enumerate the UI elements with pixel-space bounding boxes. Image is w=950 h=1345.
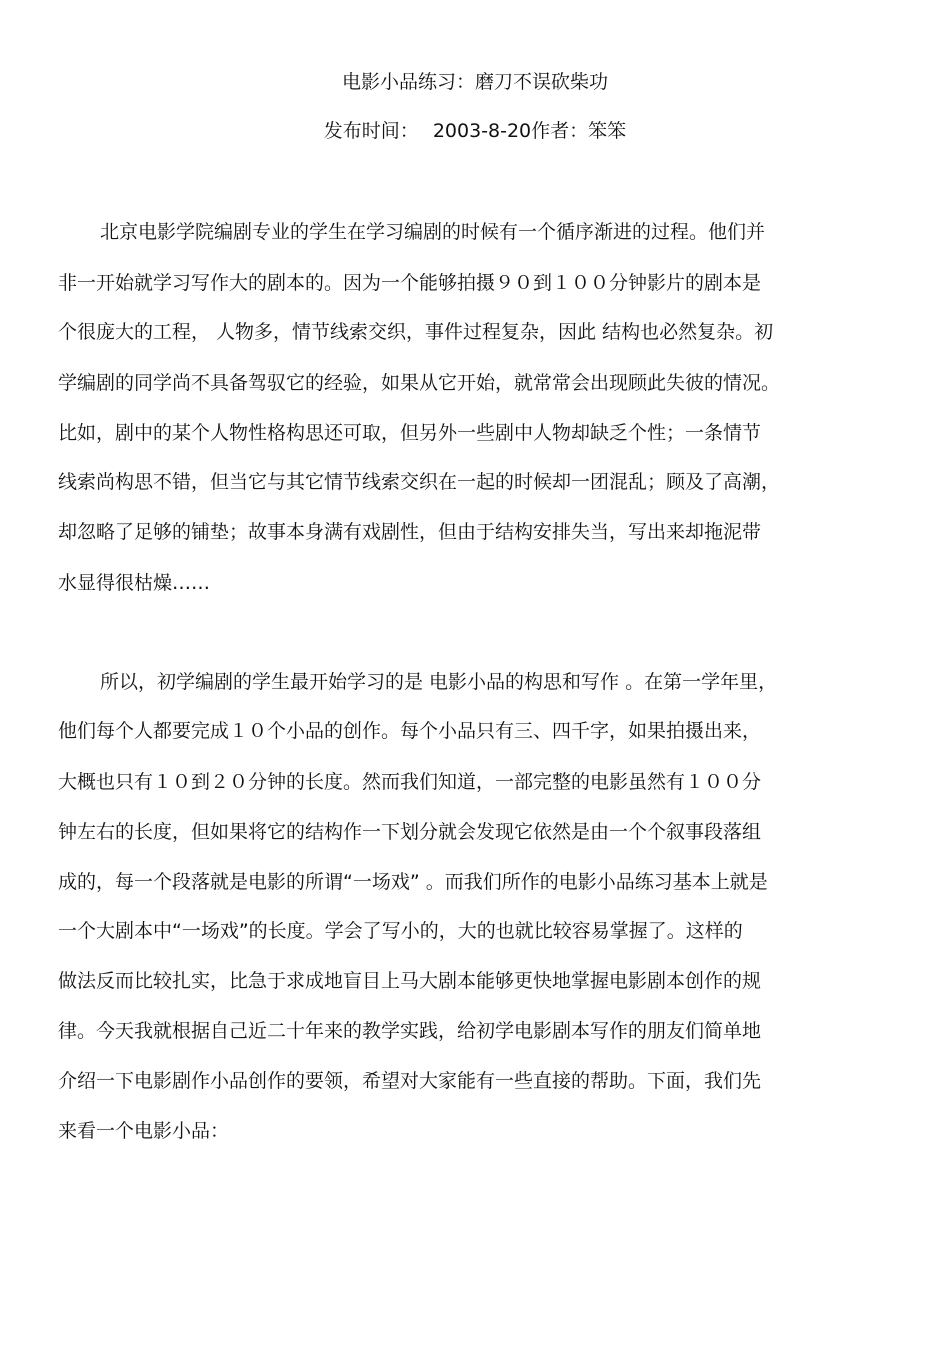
paragraph-line: 他们每个人都要完成１０个小品的创作。每个小品只有三、四千字，如果拍摄出来，	[58, 720, 762, 742]
paragraph-line: 北京电影学院编剧专业的学生在学习编剧的时候有一个循序渐进的过程。他们并	[100, 221, 766, 243]
author-label: 作者：	[531, 120, 589, 142]
paragraph-line: 学编剧的同学尚不具备驾驭它的经验，如果从它开始，就常常会出现顾此失彼的情况。	[58, 372, 781, 394]
paragraph-line: 钟左右的长度，但如果将它的结构作一下划分就会发现它依然是由一个个叙事段落组	[58, 821, 762, 843]
paragraph-line: 非一开始就学习写作大的剧本的。因为一个能够拍摄９０到１００分钟影片的剧本是	[58, 272, 762, 294]
paragraph-line: 所以，初学编剧的学生最开始学习的是 电影小品的构思和写作 。在第一学年里，	[100, 671, 778, 693]
paragraph-line: 水显得很枯燥……	[58, 572, 211, 594]
paragraph-line: 成的，每一个段落就是电影的所谓“一场戏” 。而我们所作的电影小品练习基本上就是	[58, 871, 768, 893]
paragraph-line: 介绍一下电影剧作小品创作的要领，希望对大家能有一些直接的帮助。下面，我们先	[58, 1070, 762, 1092]
document-meta	[0, 119, 950, 143]
paragraph-line: 一个大剧本中“一场戏”的长度。学会了写小的，大的也就比较容易掌握了。这样的	[58, 920, 743, 942]
paragraph-line: 律。今天我就根据自己近二十年来的教学实践，给初学电影剧本写作的朋友们简单地	[58, 1020, 762, 1042]
paragraph-line: 来看一个电影小品：	[58, 1120, 230, 1142]
paragraph-line: 个很庞大的工程， 人物多，情节线索交织，事件过程复杂，因此 结构也必然复杂。初	[58, 321, 774, 343]
date-value: 2003-8-20	[432, 120, 532, 142]
paragraph-line: 却忽略了足够的铺垫；故事本身满有戏剧性，但由于结构安排失当，写出来却拖泥带	[58, 521, 762, 543]
date-label: 发布时间：	[323, 120, 419, 142]
author-value: 笨笨	[588, 120, 627, 142]
paragraph-line: 比如，剧中的某个人物性格构思还可取，但另外一些剧中人物却缺乏个性；一条情节	[58, 422, 762, 444]
paragraph-line: 线索尚构思不错，但当它与其它情节线索交织在一起的时候却一团混乱；顾及了高潮，	[58, 471, 781, 493]
paragraph-line: 大概也只有１０到２０分钟的长度。然而我们知道，一部完整的电影虽然有１００分	[58, 771, 762, 793]
paragraph-line: 做法反而比较扎实，比急于求成地盲目上马大剧本能够更快地掌握电影剧本创作的规	[58, 970, 762, 992]
document-title: 电影小品练习：磨刀不误砍柴功	[341, 71, 608, 93]
